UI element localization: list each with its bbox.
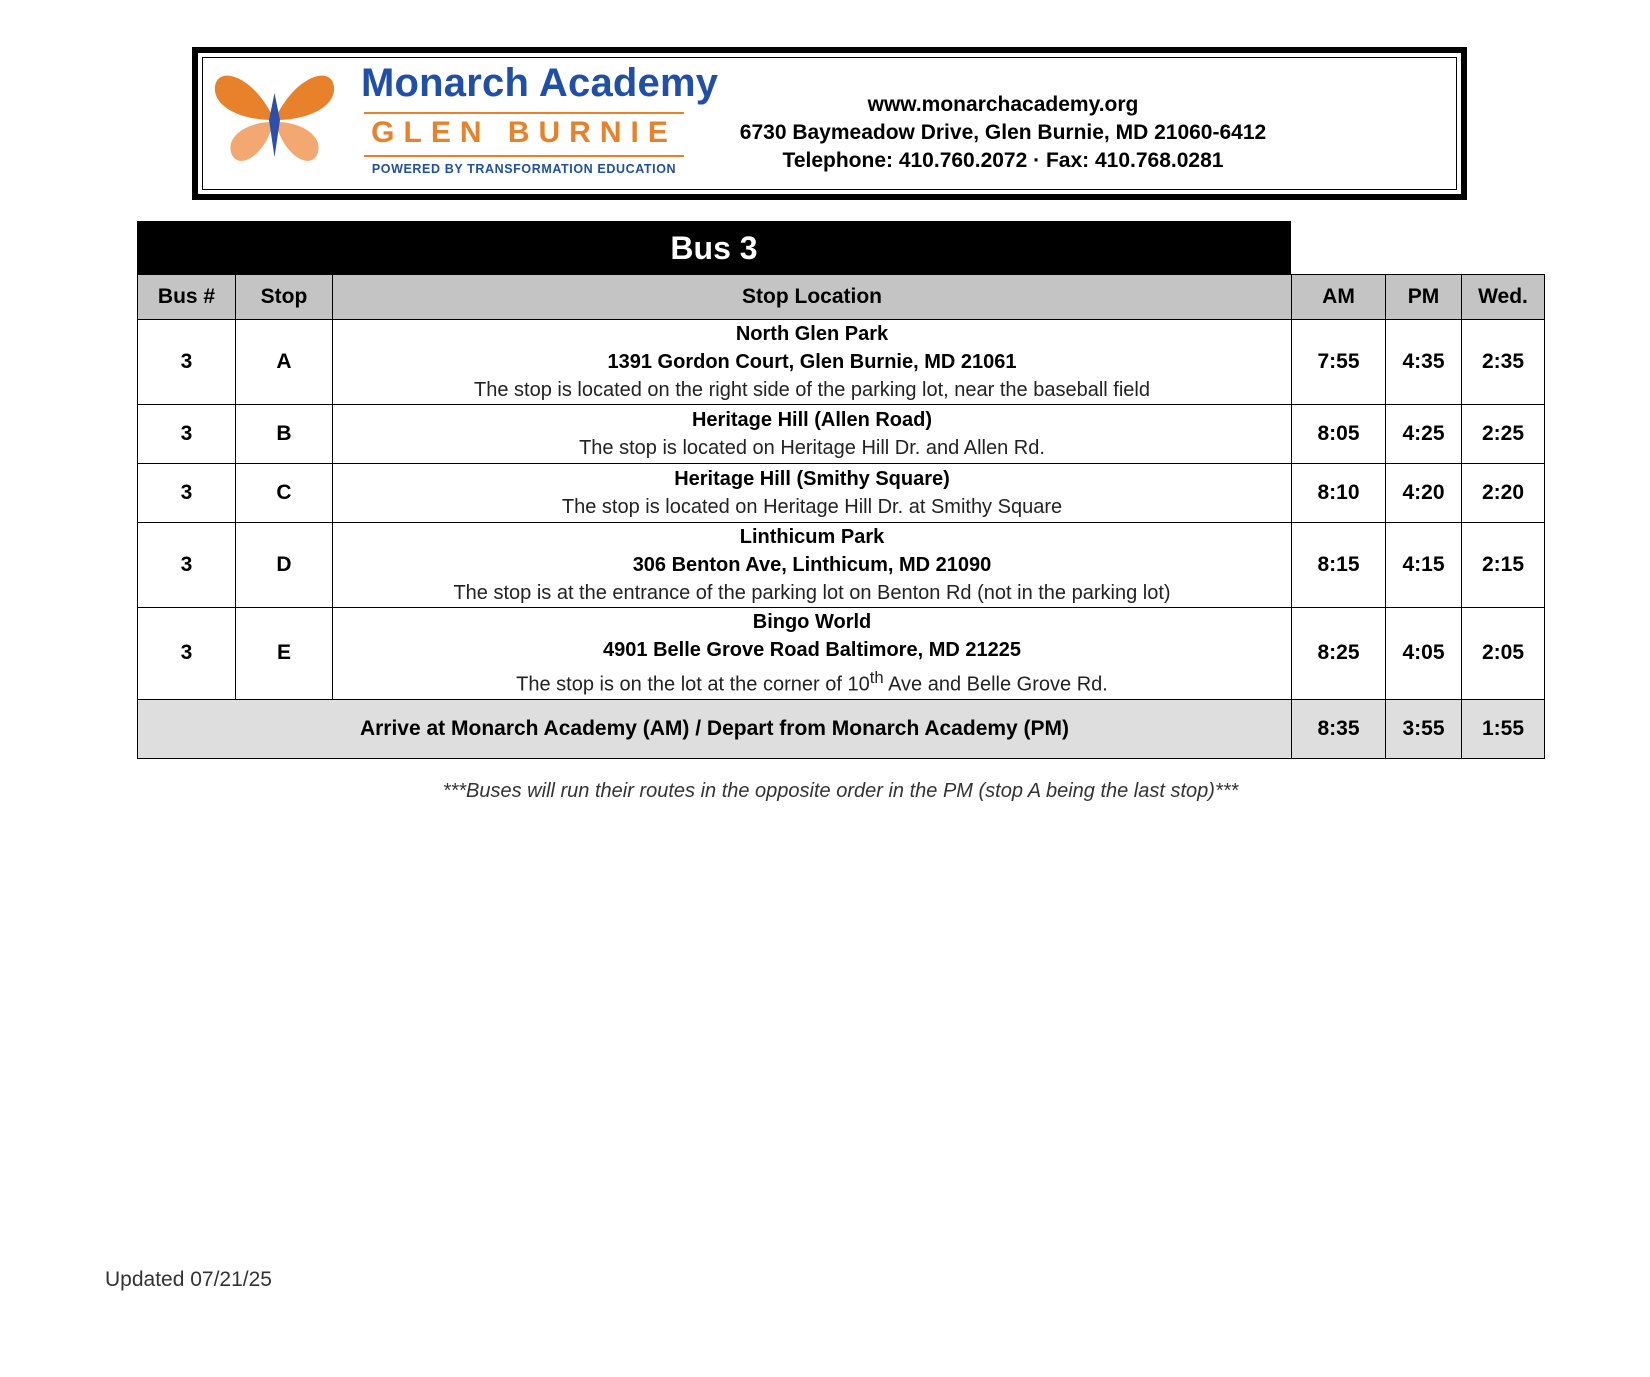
arrival-row [138,699,1545,758]
location-name: North Glen Park [735,323,889,345]
am-time: 8:05 [1292,405,1386,464]
logo-title: Monarch Academy [361,61,719,105]
pm-time: 4:35 [1386,320,1462,405]
pm-time: 4:15 [1386,523,1462,608]
location-note: The stop is at the entrance of the parking lot on Benton Rd (not in the parking lot) [453,582,1171,604]
wed-time: 2:35 [1462,320,1545,405]
logo-tagline: POWERED BY TRANSFORMATION EDUCATION [371,162,677,176]
bus-number: 3 [138,523,236,608]
location-note-start: The stop is on the lot at the corner of 10 [516,673,870,696]
location-name: Bingo World [752,611,872,633]
location-name: Linthicum Park [739,526,885,548]
location-note: The stop is located on Heritage Hill Dr. and Allen Rd. [579,437,1045,459]
school-header [192,47,1467,200]
wed-time: 2:20 [1462,464,1545,523]
website-link[interactable]: www.monarchacademy.org [867,93,1139,116]
table-row [138,523,1545,608]
stop-letter: E [236,608,333,700]
table-row [138,320,1545,405]
phone-fax: Telephone: 410.760.2072 · Fax: 410.768.0281 [782,149,1224,172]
location-name: Heritage Hill (Smithy Square) [674,468,950,490]
location-address: 1391 Gordon Court, Glen Burnie, MD 21061 [607,351,1017,373]
stop-location [333,320,1292,405]
table-row [138,405,1545,464]
ordinal-suffix: th [869,668,884,687]
route-order-note: ***Buses will run their routes in the opposite order in the PM (stop A being the last stop)*** [442,780,1239,802]
column-header-pm: PM [1386,275,1462,320]
location-address: 4901 Belle Grove Road Baltimore, MD 21225 [603,639,1021,661]
stop-location [333,523,1292,608]
logo-subtitle: GLEN BURNIE [371,116,677,149]
school-address: 6730 Baymeadow Drive, Glen Burnie, MD 21060-6412 [739,121,1267,144]
wed-time: 2:05 [1462,608,1545,700]
location-name: Heritage Hill (Allen Road) [691,409,933,431]
column-header-location: Stop Location [333,275,1292,320]
column-header-am: AM [1292,275,1386,320]
bus-number: 3 [138,608,236,700]
stop-location [333,405,1292,464]
location-address: 306 Benton Ave, Linthicum, MD 21090 [632,554,992,576]
logo-rule-bottom [364,155,684,157]
bus-number: 3 [138,405,236,464]
location-note-end: Ave and Belle Grove Rd. [883,673,1108,696]
stop-letter: A [236,320,333,405]
pm-time: 4:05 [1386,608,1462,700]
arrival-label: Arrive at Monarch Academy (AM) / Depart from Monarch Academy (PM) [138,699,1292,758]
stop-location [333,464,1292,523]
column-header-bus: Bus # [138,275,236,320]
school-header-inner [198,53,1461,194]
bus-schedule-table [137,274,1545,759]
updated-date: Updated 07/21/25 [105,1268,272,1291]
table-row [138,464,1545,523]
location-note: The stop is located on Heritage Hill Dr. at Smithy Square [561,496,1063,518]
contact-info [718,91,1288,175]
arrival-pm-time: 3:55 [1386,699,1462,758]
table-row [138,608,1545,700]
stop-letter: B [236,405,333,464]
arrival-wed-time: 1:55 [1462,699,1545,758]
wed-time: 2:15 [1462,523,1545,608]
am-time: 8:10 [1292,464,1386,523]
stop-letter: C [236,464,333,523]
arrival-am-time: 8:35 [1292,699,1386,758]
am-time: 7:55 [1292,320,1386,405]
pm-time: 4:25 [1386,405,1462,464]
column-header-stop: Stop [236,275,333,320]
wed-time: 2:25 [1462,405,1545,464]
bus-title: Bus 3 [137,221,1291,274]
school-logo [212,58,719,183]
table-header-row [138,275,1545,320]
stop-letter: D [236,523,333,608]
bus-number: 3 [138,464,236,523]
stop-location [333,608,1292,700]
column-header-wed: Wed. [1462,275,1545,320]
pm-time: 4:20 [1386,464,1462,523]
bus-number: 3 [138,320,236,405]
logo-rule-top [364,112,684,114]
am-time: 8:25 [1292,608,1386,700]
butterfly-icon [212,65,337,170]
location-note: The stop is located on the right side of the parking lot, near the baseball field [474,379,1150,401]
location-note [333,664,1291,699]
am-time: 8:15 [1292,523,1386,608]
